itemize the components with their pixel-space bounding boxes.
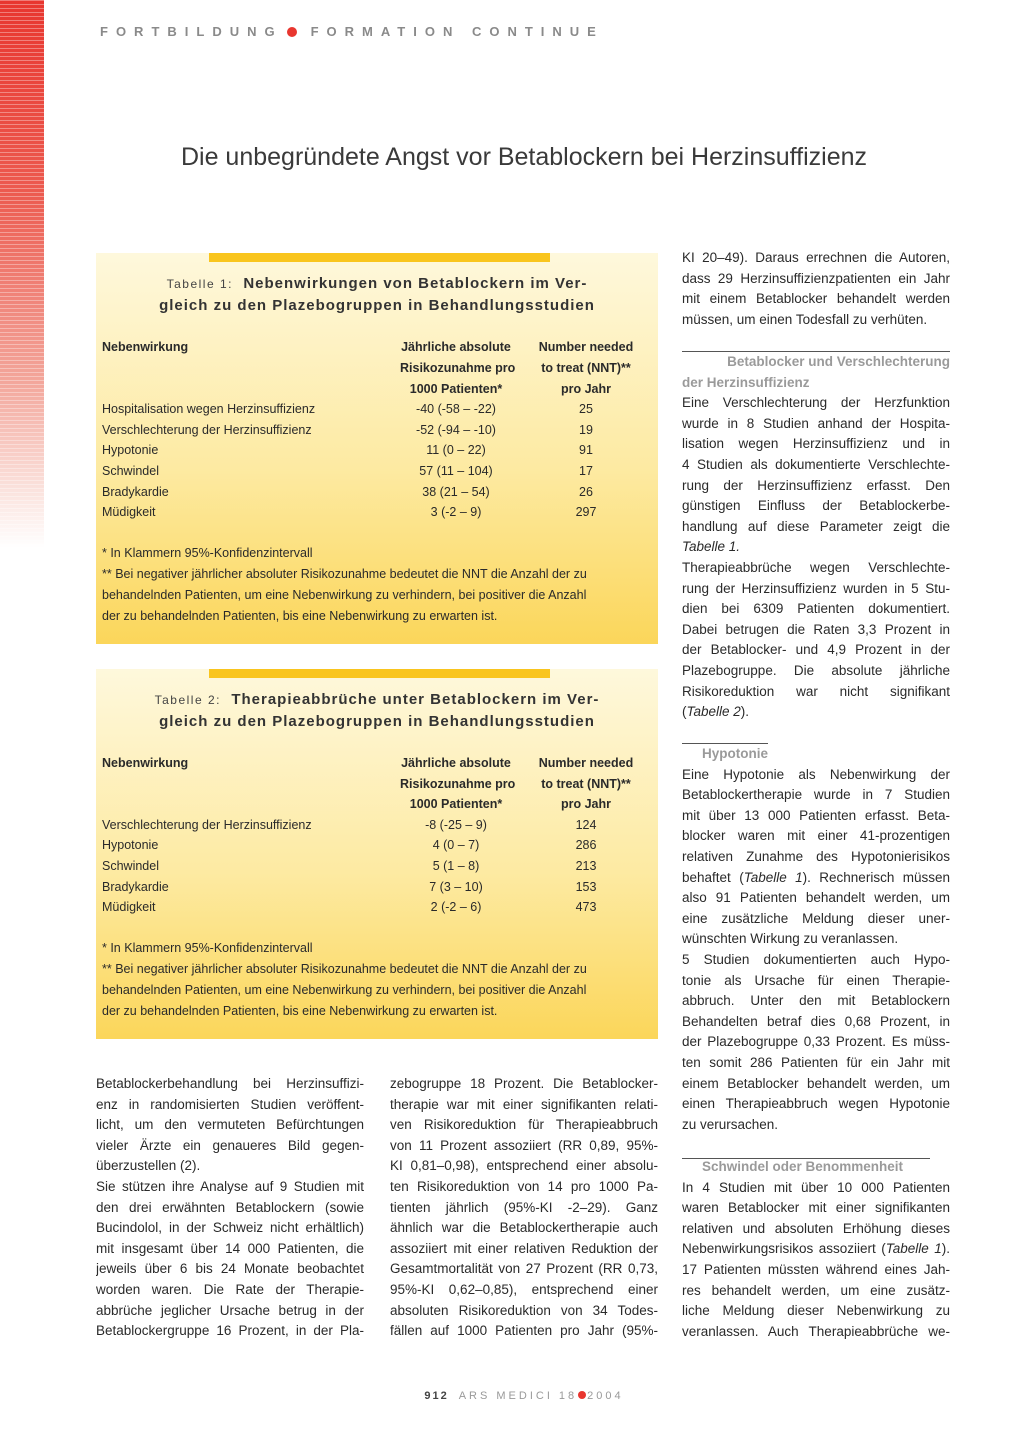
table-2-accent-bar <box>209 669 550 678</box>
text-line: waren Betablocker mit einer signifikanten <box>682 1200 950 1216</box>
table-header-row: 1000 Patienten* pro Jahr <box>409 382 611 396</box>
text-line: müssen, um einen Todesfall zu verhüten. <box>682 311 928 327</box>
text-line: den drei erwähnten Betablockern (sowie <box>96 1199 364 1215</box>
text-line: rung der Herzinsuffizienz wurden in 5 Stu- <box>682 580 950 596</box>
table-header-row: Risikozunahme pro to treat (NNT)** <box>400 777 631 791</box>
section-hypotonie <box>682 744 950 1135</box>
text-line: Plazebogruppe. Die absolute jährliche <box>682 662 950 678</box>
table-1-notes: * In Klammern 95%-Konfidenzintervall ** Bei negativer jährlicher absoluter Risikozunahme bedeutet die NNT die Anzahl der zu behandelnden Patienten, um eine Nebenwirkung zu verhindern, bei positiver die Anzahl der zu behandelnden Patienten, bis eine Nebenwirkung zu erwarten ist. <box>102 546 587 623</box>
text-line: mit insgesamt über 14 000 Patienten, die <box>96 1240 364 1256</box>
text-line: ten somit 286 Patienten für ein Jahr mit <box>682 1054 950 1070</box>
footer-dot-icon <box>578 1391 586 1399</box>
table-header-row: Risikozunahme pro to treat (NNT)** <box>400 361 631 375</box>
table-2-label: Tabelle 2: <box>154 693 221 707</box>
text-line: Nebenwirkungsrisikos assoziiert (Tabelle 1). <box>682 1241 950 1257</box>
text-line: 17 Patienten müssten während eines Jah- <box>682 1261 950 1277</box>
text-line: enz in randomisierten Studien veröffent- <box>96 1096 364 1112</box>
text-line: von 11 Prozent assoziiert (RR 0,89, 95%- <box>390 1137 658 1153</box>
section-betablocker <box>682 352 950 723</box>
text-line: ten Risikoreduktion von 14 pro 1000 Pa- <box>390 1178 658 1194</box>
table-2-caption: Tabelle 2: Therapieabbrüche unter Betablockern im Ver- gleich zu den Plazebogruppen in Behandlungsstudien <box>154 691 600 730</box>
text-line: tonie als Ursache für einen Therapie- <box>682 972 950 988</box>
text-line: Dabei betrugen die Raten 3,3 Prozent in <box>682 621 950 637</box>
text-line: Bucindolol, in der Schweiz nicht erhältlich) <box>96 1220 364 1236</box>
text-line: behaftet (Tabelle 1). Rechnerisch müssen <box>682 869 950 885</box>
article-title: Die unbegründete Angst vor Betablockern bei Herzinsuffizienz <box>180 143 868 171</box>
section-heading: Betablocker und Verschlechterung <box>727 354 950 369</box>
table-row: Hypotonie 4 (0 – 7) 286 <box>102 838 597 852</box>
body-column-right-intro <box>682 248 950 330</box>
text-line: handlung auf diese Parameter zeigt die <box>682 518 950 534</box>
text-line: Betablockerbehandlung bei Herzinsuffizi- <box>96 1076 364 1091</box>
text-line: der Plazebogruppe 0,33 Prozent. Es müss- <box>682 1034 950 1050</box>
text-line: relativen Zunahme des Hypotonierisikos <box>682 848 950 864</box>
text-line: zebogruppe 18 Prozent. Die Betablocker- <box>390 1076 658 1091</box>
text-line: 4 Studien als dokumentierte Verschlechte- <box>682 456 950 472</box>
section-heading: Schwindel oder Benommenheit <box>702 1159 904 1174</box>
header-left: FORTBILDUNG <box>100 24 283 39</box>
text-line: einen Therapieabbruch wegen Hypotonie <box>682 1096 950 1112</box>
text-line: 5 Studien dokumentierten auch Hypo- <box>682 951 950 967</box>
header-dot-icon <box>287 27 297 37</box>
page-number: 912 <box>424 1390 449 1402</box>
text-line: In 4 Studien mit über 10 000 Patienten <box>682 1179 950 1195</box>
table-1-label: Tabelle 1: <box>166 277 233 291</box>
text-line: lisation wegen Herzinsuffizienz und in <box>682 436 950 452</box>
table-row: Verschlechterung der Herzinsuffizienz -8 (-25 – 9) 124 <box>102 818 597 832</box>
body-column-middle <box>390 1074 658 1342</box>
text-line: Therapieabbrüche wegen Verschlechte- <box>682 559 950 575</box>
text-line: worden waren. Die Rate der Therapie- <box>96 1281 364 1297</box>
text-line: abbruch. Unter den mit Betablockern <box>682 993 950 1009</box>
text-line: Tabelle 1. <box>682 539 741 555</box>
section-header <box>100 24 604 39</box>
table-1-caption: Tabelle 1: Nebenwirkungen von Betablockern im Ver- gleich zu den Plazebogruppen in Behandlungsstudien <box>159 275 595 314</box>
text-line: Betablockertherapie wurde in 7 Studien <box>682 787 950 803</box>
table-row: Bradykardie 7 (3 – 10) 153 <box>102 880 597 894</box>
text-line: Betablockergruppe 16 Prozent, in der Pla- <box>96 1323 364 1339</box>
text-line: wünschten Wirkung zu veranlassen. <box>682 931 899 947</box>
text-line: ven Risikoreduktion für Therapieabbruch <box>390 1117 658 1133</box>
text-line: (Tabelle 2). <box>682 704 750 720</box>
text-line: tienten jährlich (95%-KI -2–29). Ganz <box>390 1199 658 1215</box>
table-row: Bradykardie 38 (21 – 54) 26 <box>102 485 593 499</box>
table-row: Hypotonie 11 (0 – 22) 91 <box>102 443 593 457</box>
text-line: abbrüche jeglicher Ursache betrug in der <box>96 1302 364 1318</box>
section-heading: der Herzinsuffizienz <box>682 374 810 390</box>
text-line: jeweils über 6 bis 24 Monate beobachtet <box>96 1261 364 1277</box>
side-color-bar <box>0 0 44 548</box>
page-footer <box>0 1390 1024 1402</box>
text-line: mit über 13 000 Patienten erfasst. Beta- <box>682 807 950 823</box>
header-right: FORMATION CONTINUE <box>310 24 604 39</box>
text-line: assoziiert mit einer relativen Reduktion der <box>390 1240 658 1256</box>
table-2-notes: * In Klammern 95%-Konfidenzintervall ** Bei negativer jährlicher absoluter Risikozunahme bedeutet die NNT die Anzahl der zu behandelnden Patienten, um eine Nebenwirkung zu verhindern, bei positiver die Anzahl der zu behandelnden Patienten, bis eine Nebenwirkung zu erwarten ist. <box>102 941 587 1018</box>
text-line: also 91 Patienten behandelt werden, um <box>682 890 950 906</box>
table-header-row: Nebenwirkung Jährliche absolute Number needed <box>102 756 634 770</box>
text-line: licht, um den vermuteten Befürchtungen <box>96 1117 364 1133</box>
text-line: absoluten Risikoreduktion von 34 Todes- <box>390 1302 658 1318</box>
text-line: eine zusätzliche Meldung dieser uner- <box>682 910 950 926</box>
text-line: mit einem Betablocker behandelt werden <box>682 291 950 307</box>
text-line: vieler Ärzte ein genaueres Bild gegen- <box>96 1137 364 1153</box>
text-line: wurde in 8 Studien anhand der Hospita- <box>682 415 950 431</box>
text-line: blocker waren mit einer 41-prozentigen <box>682 828 950 844</box>
text-line: therapie war mit einer signifikanten relati- <box>390 1096 658 1112</box>
table-header-row: 1000 Patienten* pro Jahr <box>409 797 611 811</box>
text-line: Eine Verschlechterung der Herzfunktion <box>682 395 950 411</box>
journal-year: 2004 <box>587 1390 624 1402</box>
text-line: fällen auf 1000 Patienten pro Jahr (95%- <box>390 1323 658 1339</box>
journal-name: ARS MEDICI 18 <box>458 1390 578 1402</box>
text-line: dien bei 6309 Patienten dokumentiert. <box>682 601 950 617</box>
text-line: günstigen Einfluss der Betablockerbe- <box>682 498 950 514</box>
table-1 <box>96 253 658 644</box>
text-line: der Betablocker- und 4,9 Prozent in der <box>682 642 950 658</box>
table-header-row: Nebenwirkung Jährliche absolute Number needed <box>102 340 634 354</box>
text-line: zu verursachen. <box>682 1116 779 1132</box>
text-line: veranlassen. Auch Therapieabbrüche we- <box>682 1323 950 1339</box>
text-line: liche Meldung dieser Nebenwirkung zu <box>682 1303 950 1319</box>
text-line: KI 20–49). Daraus errechnen die Autoren, <box>682 250 950 265</box>
table-row: Schwindel 57 (11 – 104) 17 <box>102 464 593 478</box>
table-2 <box>96 669 658 1039</box>
text-line: überzustellen (2). <box>96 1158 201 1174</box>
table-row: Schwindel 5 (1 – 8) 213 <box>102 859 597 873</box>
text-line: Gesamtmortalität von 27 Prozent (RR 0,73, <box>390 1261 658 1277</box>
table-row: Hospitalisation wegen Herzinsuffizienz -40 (-58 – -22) 25 <box>102 402 593 416</box>
text-line: dass 29 Herzinsuffizienzpatienten ein Jahr <box>682 270 950 286</box>
table-row: Verschlechterung der Herzinsuffizienz -52 (-94 – -10) 19 <box>102 423 593 437</box>
table-row: Müdigkeit 2 (-2 – 6) 473 <box>102 900 597 914</box>
table-1-accent-bar <box>209 253 550 262</box>
text-line: ähnlich war die Betablockertherapie auch <box>390 1220 658 1236</box>
section-schwindel <box>682 1157 950 1342</box>
text-line: Eine Hypotonie als Nebenwirkung der <box>682 766 950 782</box>
text-line: 95%-KI 0,62–0,85), entsprechend einer <box>390 1281 658 1297</box>
text-line: rung der Herzinsuffizienz erfasst. Den <box>682 477 950 493</box>
table-row: Müdigkeit 3 (-2 – 9) 297 <box>102 505 597 519</box>
text-line: Risikoreduktion war nicht signifikant <box>682 683 950 699</box>
body-column-left <box>96 1074 364 1342</box>
text-line: res behandelt werden, um eine zusätz- <box>682 1282 950 1298</box>
text-line: relativen und absoluten Erhöhung dieses <box>682 1220 950 1236</box>
text-line: Sie stützen ihre Analyse auf 9 Studien mit <box>96 1178 364 1194</box>
text-line: Behandelten betraf dies 0,68 Prozent, in <box>682 1013 950 1029</box>
text-line: einem Betablocker behandelt werden, um <box>682 1075 950 1091</box>
section-heading: Hypotonie <box>702 746 768 761</box>
text-line: KI 0,81–0,98), entsprechend einer absolu- <box>390 1158 658 1174</box>
